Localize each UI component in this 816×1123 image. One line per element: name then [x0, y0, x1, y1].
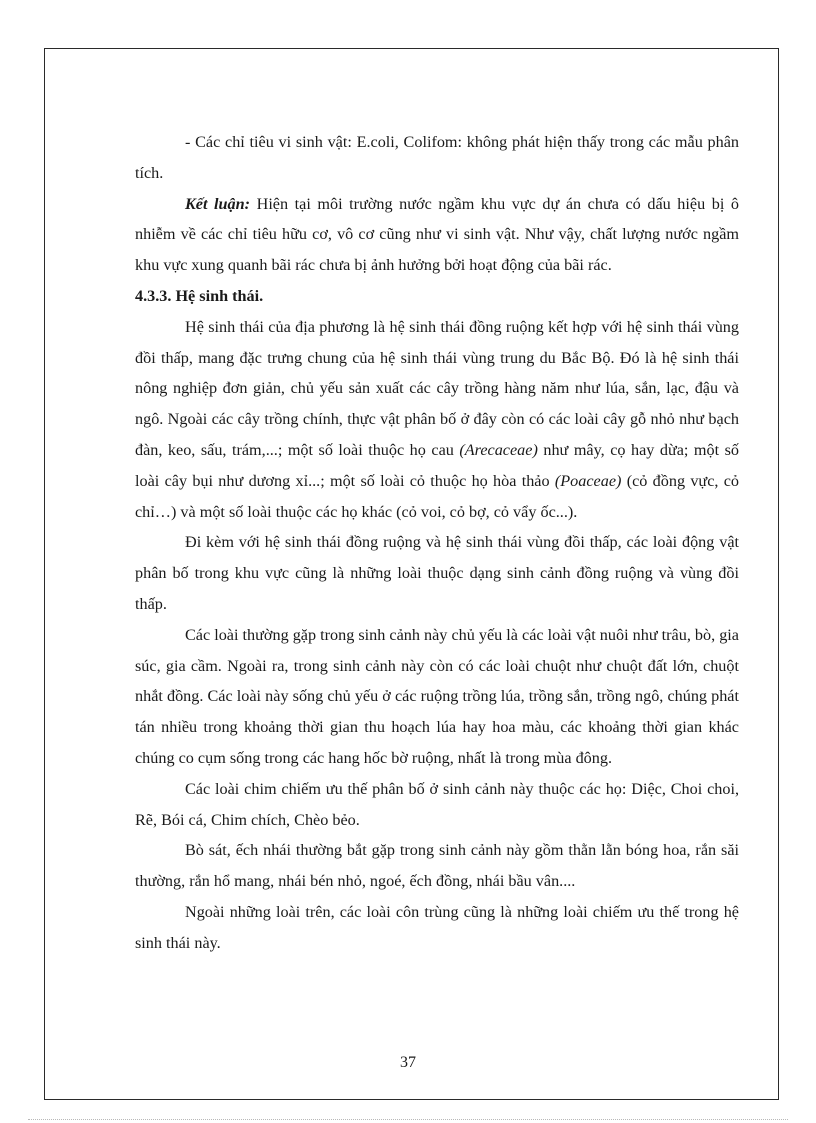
paragraph-ecosystem: [135, 312, 739, 528]
paragraph-microbiology: - Các chỉ tiêu vi sinh vật: E.coli, Colifom: không phát hiện thấy trong các mẫu phân tích.: [135, 133, 739, 182]
section-heading: 4.3.3. Hệ sinh thái.: [135, 286, 264, 305]
conclusion-label: Kết luận:: [185, 194, 251, 213]
page-number: 37: [400, 1054, 416, 1071]
paragraph-insects: Ngoài những loài trên, các loài côn trùng cũng là những loài chiếm ưu thế trong hệ sinh thái này.: [135, 902, 739, 952]
paragraph-animals: Đi kèm với hệ sinh thái đồng ruộng và hệ sinh thái vùng đồi thấp, các loài động vật phân bố trong khu vực cũng là những loài thuộc dạng sinh cảnh đồng ruộng và vùng đồi thấp.: [135, 533, 739, 613]
paragraph-birds: Các loài chim chiếm ưu thế phân bố ở sinh cảnh này thuộc các họ: Diệc, Choi choi, Rẽ, Bói cá, Chim chích, Chèo bẻo.: [135, 779, 739, 829]
paragraph-reptiles: Bò sát, ếch nhái thường bắt gặp trong sinh cảnh này gồm thằn lằn bóng hoa, rắn săi thường, rắn hổ mang, nhái bén nhỏ, ngoé, ếch đồng, nhái bầu vân....: [135, 841, 739, 891]
page-bottom-divider: [28, 1119, 788, 1120]
ecosystem-text-3: (cỏ đồng vực, cỏ chỉ…) và một số loài thuộc các họ khác (cỏ voi, cỏ bợ, cỏ vẩy ốc...).: [135, 471, 740, 521]
ecosystem-italic-arecaceae: (Arecaceae): [459, 440, 538, 459]
paragraph-common-species: Các loài thường gặp trong sinh cảnh này chủ yếu là các loài vật nuôi như trâu, bò, gia súc, gia cầm. Ngoài ra, trong sinh cảnh này còn có các loài chuột như chuột đất lớn, chuột nhắt đồng. Các loài này sống chủ yếu ở các ruộng trồng lúa, trồng sắn, trồng ngô, chúng phát tán nhiều trong khoảng thời gian thu hoạch lúa hay hoa màu, các khoảng thời gian khác chúng co cụm sống trong các hang hốc bờ ruộng, nhất là trong mùa đông.: [135, 625, 739, 767]
conclusion-text: Hiện tại môi trường nước ngầm khu vực dự án chưa có dấu hiệu bị ô nhiễm về các chỉ tiêu hữu cơ, vô cơ cũng như vi sinh vật. Như vậy, chất lượng nước ngầm khu vực xung quanh bãi rác chưa bị ảnh hưởng bởi hoạt động của bãi rác.: [135, 194, 740, 275]
ecosystem-italic-poaceae: (Poaceae): [554, 471, 622, 490]
ecosystem-text-1: Hệ sinh thái của địa phương là hệ sinh thái đồng ruộng kết hợp với hệ sinh thái vùng đồi thấp, mang đặc trưng chung của hệ sinh thái vùng trung du Bắc Bộ. Đó là hệ sinh thái nông nghiệp đơn giản, chủ yếu sản xuất các cây trồng hàng năm như lúa, sắn, lạc, đậu và ngô. Ngoài các cây trồng chính, thực vật phân bố ở đây còn có các loài cây gỗ nhỏ như bạch đàn, keo, sấu, trám,...; một số loài thuộc họ cau: [135, 317, 739, 459]
ecosystem-text-2: như mây, cọ hay dừa; một số loài cây bụi như dương xỉ...; một số loài cỏ thuộc họ hòa thảo: [135, 440, 739, 490]
document-body: [135, 127, 739, 959]
paragraph-conclusion: [135, 189, 739, 281]
